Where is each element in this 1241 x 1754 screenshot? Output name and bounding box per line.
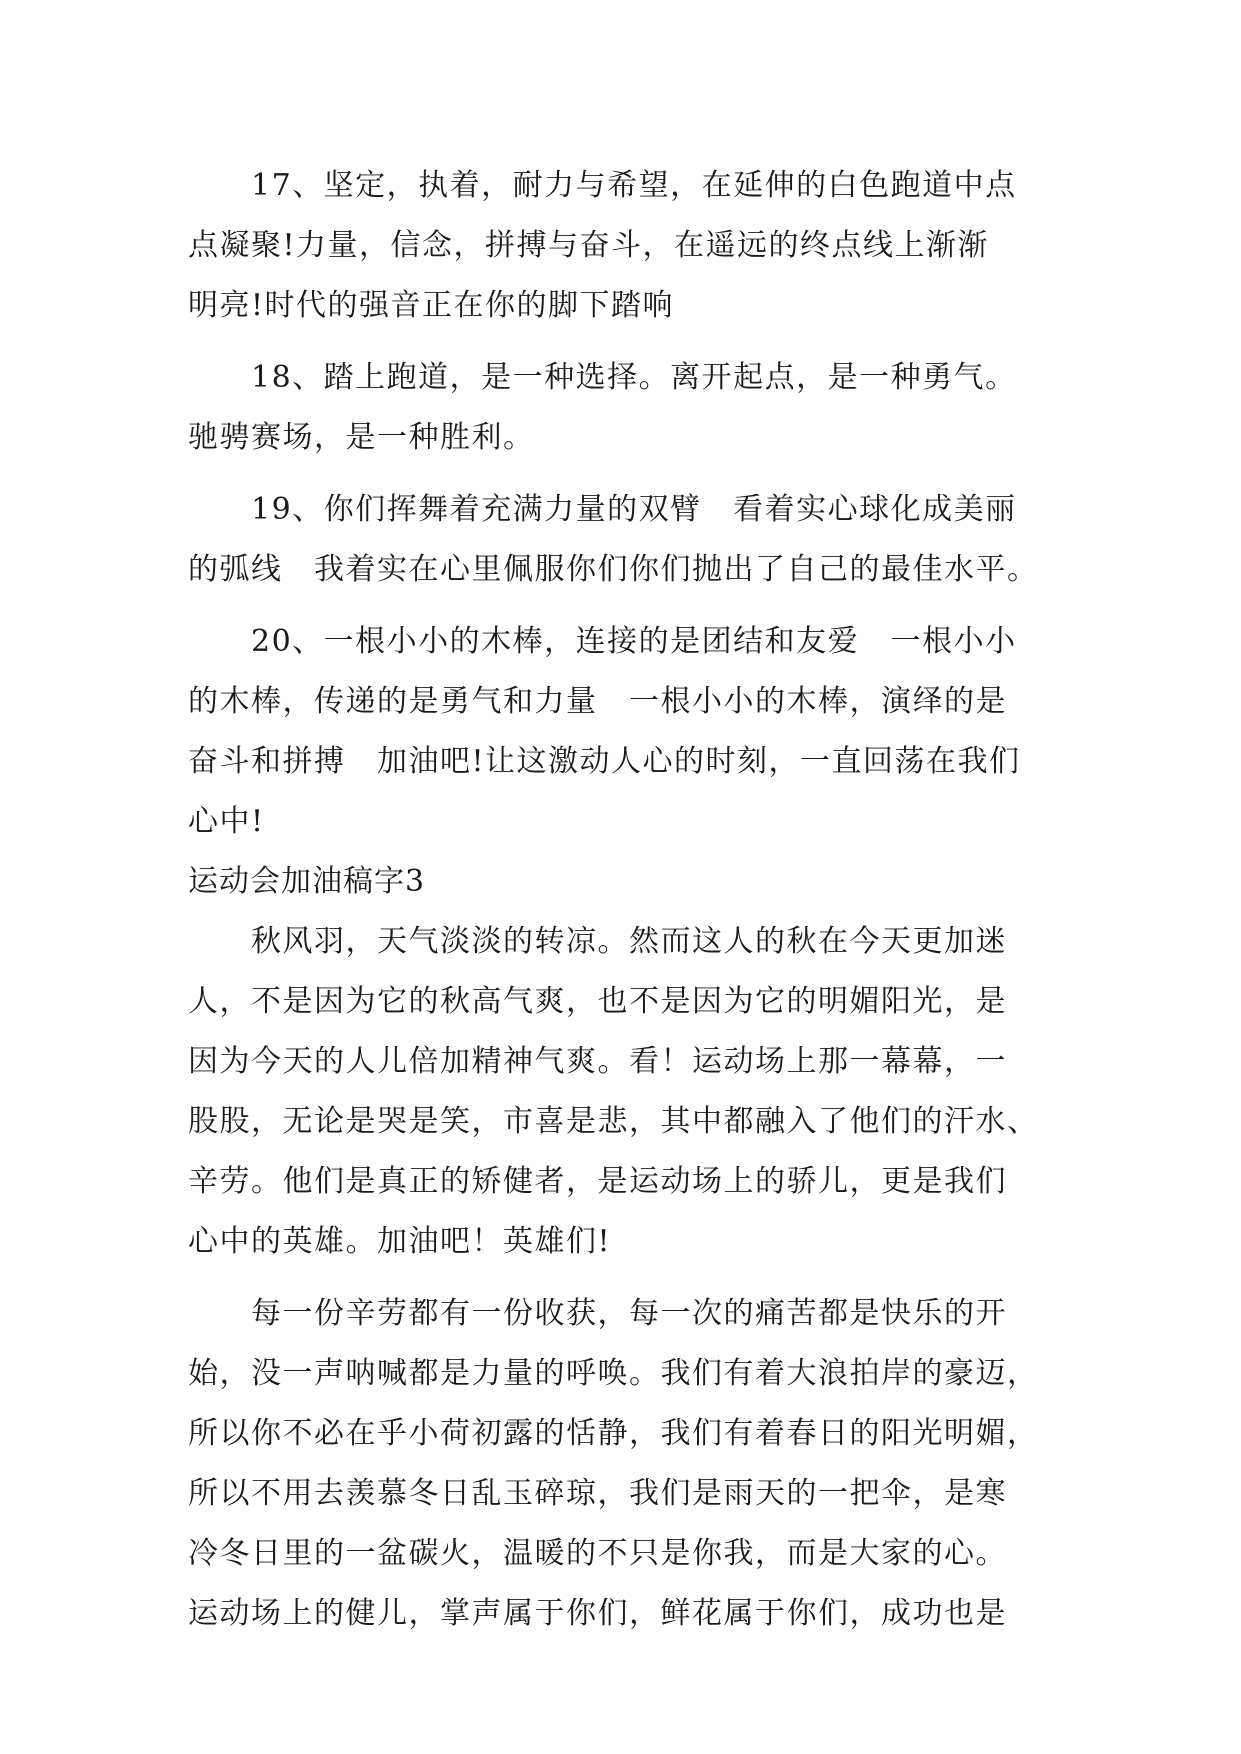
text-line: 17、坚定，执着，耐力与希望，在延伸的白色跑道中点 <box>188 168 1017 203</box>
paragraph-17 <box>188 156 1068 336</box>
text-line: 20、一根小小的木棒，连接的是团结和友爱 一根小小 <box>188 624 1017 659</box>
text-line: 明亮!时代的强音正在你的脚下踏响 <box>188 288 675 323</box>
text-line: 所以你不必在乎小荷初露的恬静，我们有着春日的阳光明媚， <box>188 1416 1039 1451</box>
text-line: 所以不用去羡慕冬日乱玉碎琼，我们是雨天的一把伞，是寒 <box>188 1476 1007 1511</box>
text-line: 冷冬日里的一盆碳火，温暖的不只是你我，而是大家的心。 <box>188 1536 1007 1571</box>
paragraph-18 <box>188 348 1068 468</box>
text-line: 心中的英雄。加油吧！英雄们! <box>188 1224 612 1259</box>
text-line: 18、踏上跑道，是一种选择。离开起点，是一种勇气。 <box>188 360 1017 395</box>
text-line: 的弧线 我着实在心里佩服你们你们抛出了自己的最佳水平。 <box>188 552 1039 587</box>
text-line: 运动场上的健儿，掌声属于你们，鲜花属于你们，成功也是 <box>188 1596 1007 1631</box>
document-body <box>188 156 1068 1644</box>
paragraph-19 <box>188 480 1068 600</box>
text-line: 的木棒，传递的是勇气和力量 一根小小的木棒，演绎的是 <box>188 684 1007 719</box>
text-line: 19、你们挥舞着充满力量的双臂 看着实心球化成美丽 <box>188 492 1017 527</box>
text-line: 秋风羽，天气淡淡的转凉。然而这人的秋在今天更加迷 <box>188 924 1007 959</box>
paragraph-autumn <box>188 912 1068 1272</box>
text-line: 点凝聚!力量，信念，拼搏与奋斗，在遥远的终点线上渐渐 <box>188 228 990 263</box>
text-line: 每一份辛劳都有一份收获，每一次的痛苦都是快乐的开 <box>188 1296 1007 1331</box>
text-line: 奋斗和拼搏 加油吧!让这激动人心的时刻，一直回荡在我们 <box>188 744 1021 779</box>
text-line: 人，不是因为它的秋高气爽，也不是因为它的明媚阳光，是 <box>188 984 1007 1019</box>
paragraph-effort <box>188 1284 1068 1644</box>
paragraph-20 <box>188 612 1068 852</box>
section-title: 运动会加油稿字3 <box>188 864 426 899</box>
text-line: 始，没一声呐喊都是力量的呼唤。我们有着大浪拍岸的豪迈， <box>188 1356 1039 1391</box>
text-line: 心中! <box>188 804 265 839</box>
text-line: 驰骋赛场，是一种胜利。 <box>188 420 535 455</box>
text-line: 股股，无论是哭是笑，市喜是悲，其中都融入了他们的汗水、 <box>188 1104 1039 1139</box>
text-line: 辛劳。他们是真正的矫健者，是运动场上的骄儿，更是我们 <box>188 1164 1007 1199</box>
text-line: 因为今天的人儿倍加精神气爽。看！运动场上那一幕幕，一 <box>188 1044 1007 1079</box>
